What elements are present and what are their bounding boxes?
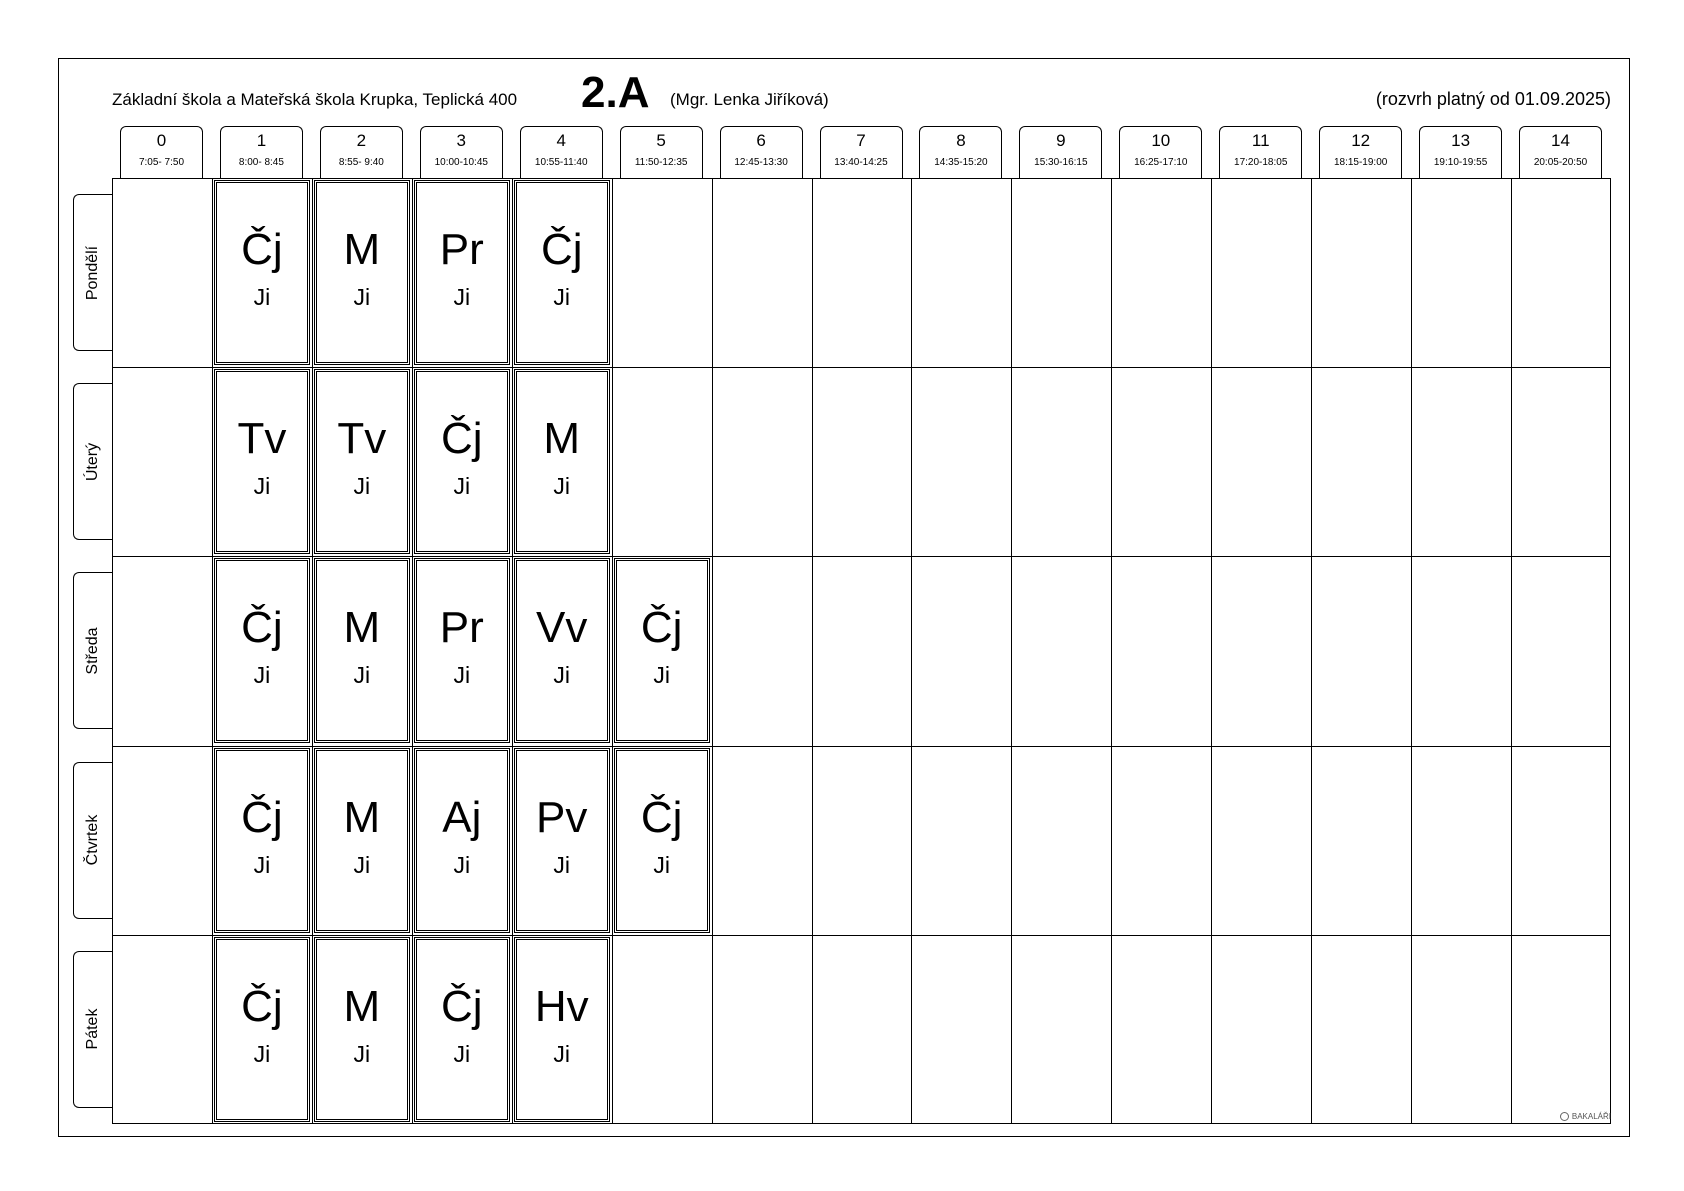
lesson-teacher: Ji — [353, 1040, 371, 1067]
grid-column-divider — [1211, 179, 1212, 1123]
lesson-card — [514, 937, 610, 1122]
lesson-teacher: Ji — [353, 284, 371, 310]
lesson-subject: Čj — [241, 603, 283, 653]
period-time: 18:15-19:00 — [1333, 157, 1388, 168]
period-number: 5 — [656, 131, 666, 150]
class-teacher: (Mgr. Lenka Jiříková) — [670, 90, 829, 109]
grid-row-divider — [113, 935, 1610, 936]
lesson-card — [514, 748, 610, 933]
period-tab-3 — [420, 126, 503, 178]
day-tab-2 — [73, 572, 112, 729]
lesson-card — [514, 369, 610, 554]
period-number: 8 — [956, 131, 966, 150]
grid-column-divider — [1011, 179, 1012, 1123]
period-tab-1 — [220, 126, 303, 178]
lesson-teacher: Ji — [353, 851, 371, 878]
period-number: 0 — [156, 131, 167, 150]
lesson-card — [214, 558, 310, 743]
lesson-subject: Čj — [640, 792, 683, 842]
lesson-card — [214, 180, 310, 365]
period-tab-14 — [1519, 126, 1602, 178]
day-tab-3 — [73, 762, 112, 919]
lesson-teacher: Ji — [253, 473, 271, 500]
lesson-card — [414, 748, 510, 933]
lesson-subject: Čj — [640, 603, 683, 653]
grid-column-divider — [812, 179, 813, 1123]
period-time: 10:55-11:40 — [534, 157, 588, 168]
period-number: 7 — [856, 131, 866, 150]
day-name: Středa — [84, 627, 101, 675]
lesson-card — [414, 558, 510, 743]
lesson-subject: M — [343, 981, 381, 1031]
lesson-subject: M — [543, 414, 581, 464]
lesson-card — [314, 748, 410, 933]
period-tab-11 — [1219, 126, 1302, 178]
lesson-teacher: Ji — [553, 851, 571, 878]
lesson-subject: M — [343, 225, 381, 274]
day-name: Pátek — [84, 1008, 101, 1050]
lesson-teacher: Ji — [553, 1040, 571, 1067]
lesson-card — [214, 369, 310, 554]
lesson-teacher: Ji — [453, 1040, 471, 1067]
period-tab-10 — [1119, 126, 1202, 178]
lesson-subject: Aj — [442, 792, 482, 842]
period-time: 20:05-20:50 — [1533, 157, 1588, 168]
lesson-teacher: Ji — [553, 662, 571, 689]
period-tab-5 — [620, 126, 703, 178]
lesson-teacher: Ji — [653, 662, 670, 689]
grid-column-divider — [712, 179, 713, 1123]
period-time: 8:55- 9:40 — [338, 157, 384, 168]
lesson-card — [214, 748, 310, 933]
period-time: 14:35-15:20 — [934, 157, 988, 168]
period-number: 4 — [556, 131, 566, 150]
period-number: 10 — [1151, 131, 1171, 150]
lesson-card — [314, 369, 410, 554]
period-number: 9 — [1056, 131, 1066, 150]
lesson-teacher: Ji — [453, 851, 471, 878]
day-tab-0 — [73, 194, 112, 351]
period-time: 10:00-10:45 — [434, 157, 488, 168]
school-name: Základní škola a Mateřská škola Krupka, Teplická 400 — [112, 90, 518, 109]
day-tab-1 — [73, 383, 112, 540]
brand-label: BAKALÁŘI — [1571, 1112, 1611, 1121]
period-tab-0 — [120, 126, 203, 178]
lesson-subject: Čj — [441, 414, 483, 464]
grid-column-divider — [1411, 179, 1412, 1123]
lesson-subject: Čj — [540, 225, 583, 274]
period-number: 14 — [1551, 131, 1570, 150]
validity-note: (rozvrh platný od 01.09.2025) — [1375, 89, 1611, 109]
lesson-teacher: Ji — [553, 473, 571, 500]
period-tab-7 — [820, 126, 903, 178]
lesson-subject: Čj — [241, 981, 283, 1031]
lesson-teacher: Ji — [453, 284, 471, 310]
day-name: Úterý — [84, 442, 101, 481]
lesson-subject: Pv — [536, 792, 588, 842]
grid-row-divider — [113, 746, 1610, 747]
lesson-card — [614, 558, 710, 743]
period-tab-13 — [1419, 126, 1502, 178]
lesson-card — [414, 180, 510, 365]
period-time: 17:20-18:05 — [1234, 157, 1288, 168]
period-time: 19:10-19:55 — [1433, 157, 1488, 168]
lesson-card — [614, 748, 710, 933]
grid-column-divider — [212, 179, 213, 1123]
lesson-subject: Pr — [439, 603, 484, 653]
grid-column-divider — [911, 179, 912, 1123]
grid-column-divider — [612, 179, 613, 1123]
lesson-teacher: Ji — [253, 851, 271, 878]
lesson-teacher: Ji — [253, 1040, 271, 1067]
lesson-card — [314, 558, 410, 743]
period-tab-8 — [919, 126, 1002, 178]
lesson-card — [214, 937, 310, 1122]
period-time: 11:50-12:35 — [634, 157, 688, 168]
lesson-subject: Tv — [337, 414, 387, 464]
period-tab-4 — [520, 126, 603, 178]
period-time: 13:40-14:25 — [834, 157, 888, 168]
lesson-card — [314, 937, 410, 1122]
period-time: 7:05- 7:50 — [138, 157, 185, 168]
lesson-subject: Tv — [237, 414, 287, 464]
grid-column-divider — [512, 179, 513, 1123]
lesson-teacher: Ji — [553, 284, 571, 310]
period-number: 12 — [1351, 131, 1371, 150]
period-tab-2 — [320, 126, 403, 178]
period-time: 16:25-17:10 — [1134, 157, 1188, 168]
lesson-subject: M — [343, 792, 381, 842]
day-name: Čtvrtek — [84, 814, 101, 866]
period-number: 6 — [756, 131, 766, 150]
lesson-subject: Hv — [534, 981, 589, 1031]
lesson-teacher: Ji — [253, 662, 271, 689]
period-number: 13 — [1451, 131, 1471, 150]
lesson-card — [514, 180, 610, 365]
lesson-subject: Čj — [241, 792, 283, 842]
brand-mark — [1560, 1112, 1611, 1121]
grid-column-divider — [1111, 179, 1112, 1123]
lesson-teacher: Ji — [653, 851, 670, 878]
period-number: 1 — [256, 131, 267, 150]
lesson-card — [514, 558, 610, 743]
day-name: Pondělí — [84, 245, 101, 300]
grid-row-divider — [113, 367, 1610, 368]
period-time: 12:45-13:30 — [734, 157, 788, 168]
lesson-subject: M — [343, 603, 381, 653]
period-tab-6 — [720, 126, 803, 178]
lesson-teacher: Ji — [353, 473, 371, 500]
lesson-subject: Čj — [241, 225, 283, 274]
grid-column-divider — [1511, 179, 1512, 1123]
lesson-card — [314, 180, 410, 365]
lesson-subject: Čj — [441, 981, 483, 1031]
lesson-card — [414, 369, 510, 554]
lesson-subject: Vv — [536, 603, 588, 653]
period-tab-9 — [1019, 126, 1102, 178]
period-tab-12 — [1319, 126, 1402, 178]
class-name: 2.A — [581, 68, 650, 117]
lesson-teacher: Ji — [453, 473, 471, 500]
grid-column-divider — [312, 179, 313, 1123]
bakalari-logo-icon — [1560, 1112, 1569, 1121]
period-number: 3 — [456, 131, 467, 150]
lesson-subject: Pr — [439, 225, 484, 274]
period-time: 15:30-16:15 — [1034, 157, 1088, 168]
period-time: 8:00- 8:45 — [238, 157, 284, 168]
lesson-teacher: Ji — [453, 662, 471, 689]
grid-row-divider — [113, 556, 1610, 557]
period-number: 2 — [356, 131, 367, 150]
day-tab-4 — [73, 951, 112, 1108]
grid-column-divider — [412, 179, 413, 1123]
lesson-teacher: Ji — [353, 662, 371, 689]
grid-column-divider — [1311, 179, 1312, 1123]
lesson-teacher: Ji — [253, 284, 271, 310]
lesson-card — [414, 937, 510, 1122]
period-number: 11 — [1251, 131, 1270, 150]
